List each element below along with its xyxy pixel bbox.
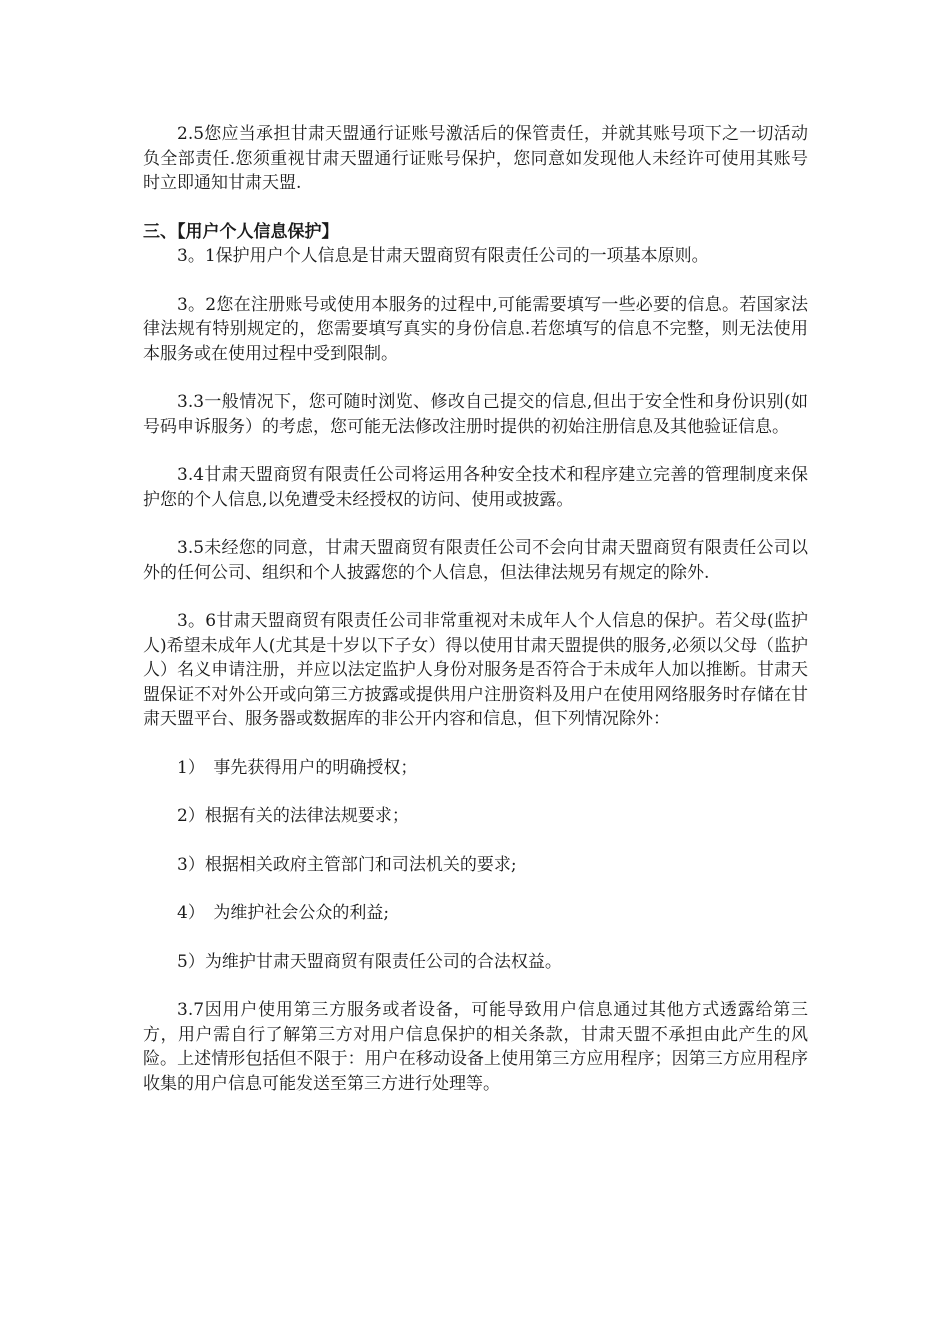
paragraph-3-3: 3.3一般情况下，您可随时浏览、修改自己提交的信息,但出于安全性和身份识别(如号码申诉服务）的考虑，您可能无法修改注册时提供的初始注册信息及其他验证信息。	[143, 392, 808, 437]
list-item: 4） 为维护社会公众的利益;	[177, 903, 390, 923]
document-page	[143, 122, 808, 1096]
list-item: 1） 事先获得用户的明确授权；	[177, 757, 418, 778]
list-item: 2）根据有关的法律法规要求；	[177, 806, 409, 826]
paragraph-3-4: 3.4甘肃天盟商贸有限责任公司将运用各种安全技术和程序建立完善的管理制度来保护您的个人信息,以免遭受未经授权的访问、使用或披露。	[143, 465, 808, 510]
list-item: 3）根据相关政府主管部门和司法机关的要求;	[177, 854, 517, 875]
section-heading-personal-info: 三、【用户个人信息保护】	[143, 221, 339, 242]
paragraph-3-1: 3。1保护用户个人信息是甘肃天盟商贸有限责任公司的一项基本原则。	[177, 246, 709, 266]
paragraph-3-6: 3。6甘肃天盟商贸有限责任公司非常重视对未成年人个人信息的保护。若父母(监护人)希望未成年人(尤其是十岁以下子女）得以使用甘肃天盟提供的服务,必须以父母（监护人）名义申请注册，并应以法定监护人身份对服务是否符合于未成年人加以推断。甘肃天盟保证不对外公开或向第三方披露或提供用户注册资料及用户在使用网络服务时存储在甘肃天盟平台、服务器或数据库的非公开内容和信息，但下列情况除外：	[143, 611, 808, 729]
paragraph-3-2: 3。2您在注册账号或使用本服务的过程中,可能需要填写一些必要的信息。若国家法律法规有特别规定的，您需要填写真实的身份信息.若您填写的信息不完整，则无法使用本服务或在使用过程中受到限制。	[143, 294, 808, 364]
list-item: 5）为维护甘肃天盟商贸有限责任公司的合法权益。	[177, 951, 562, 972]
paragraph-3-7: 3.7因用户使用第三方服务或者设备，可能导致用户信息通过其他方式透露给第三方，用户需自行了解第三方对用户信息保护的相关条款，甘肃天盟不承担由此产生的风险。上述情形包括但不限于：用户在移动设备上使用第三方应用程序；因第三方应用程序收集的用户信息可能发送至第三方进行处理等。	[143, 1000, 808, 1094]
paragraph-3-5: 3.5未经您的同意，甘肃天盟商贸有限责任公司不会向甘肃天盟商贸有限责任公司以外的任何公司、组织和个人披露您的个人信息，但法律法规另有规定的除外.	[143, 538, 808, 583]
paragraph-2-5: 2.5您应当承担甘肃天盟通行证账号激活后的保管责任，并就其账号项下之一切活动负全部责任.您须重视甘肃天盟通行证账号保护，您同意如发现他人未经许可使用其账号时立即通知甘肃天盟.	[143, 124, 808, 193]
